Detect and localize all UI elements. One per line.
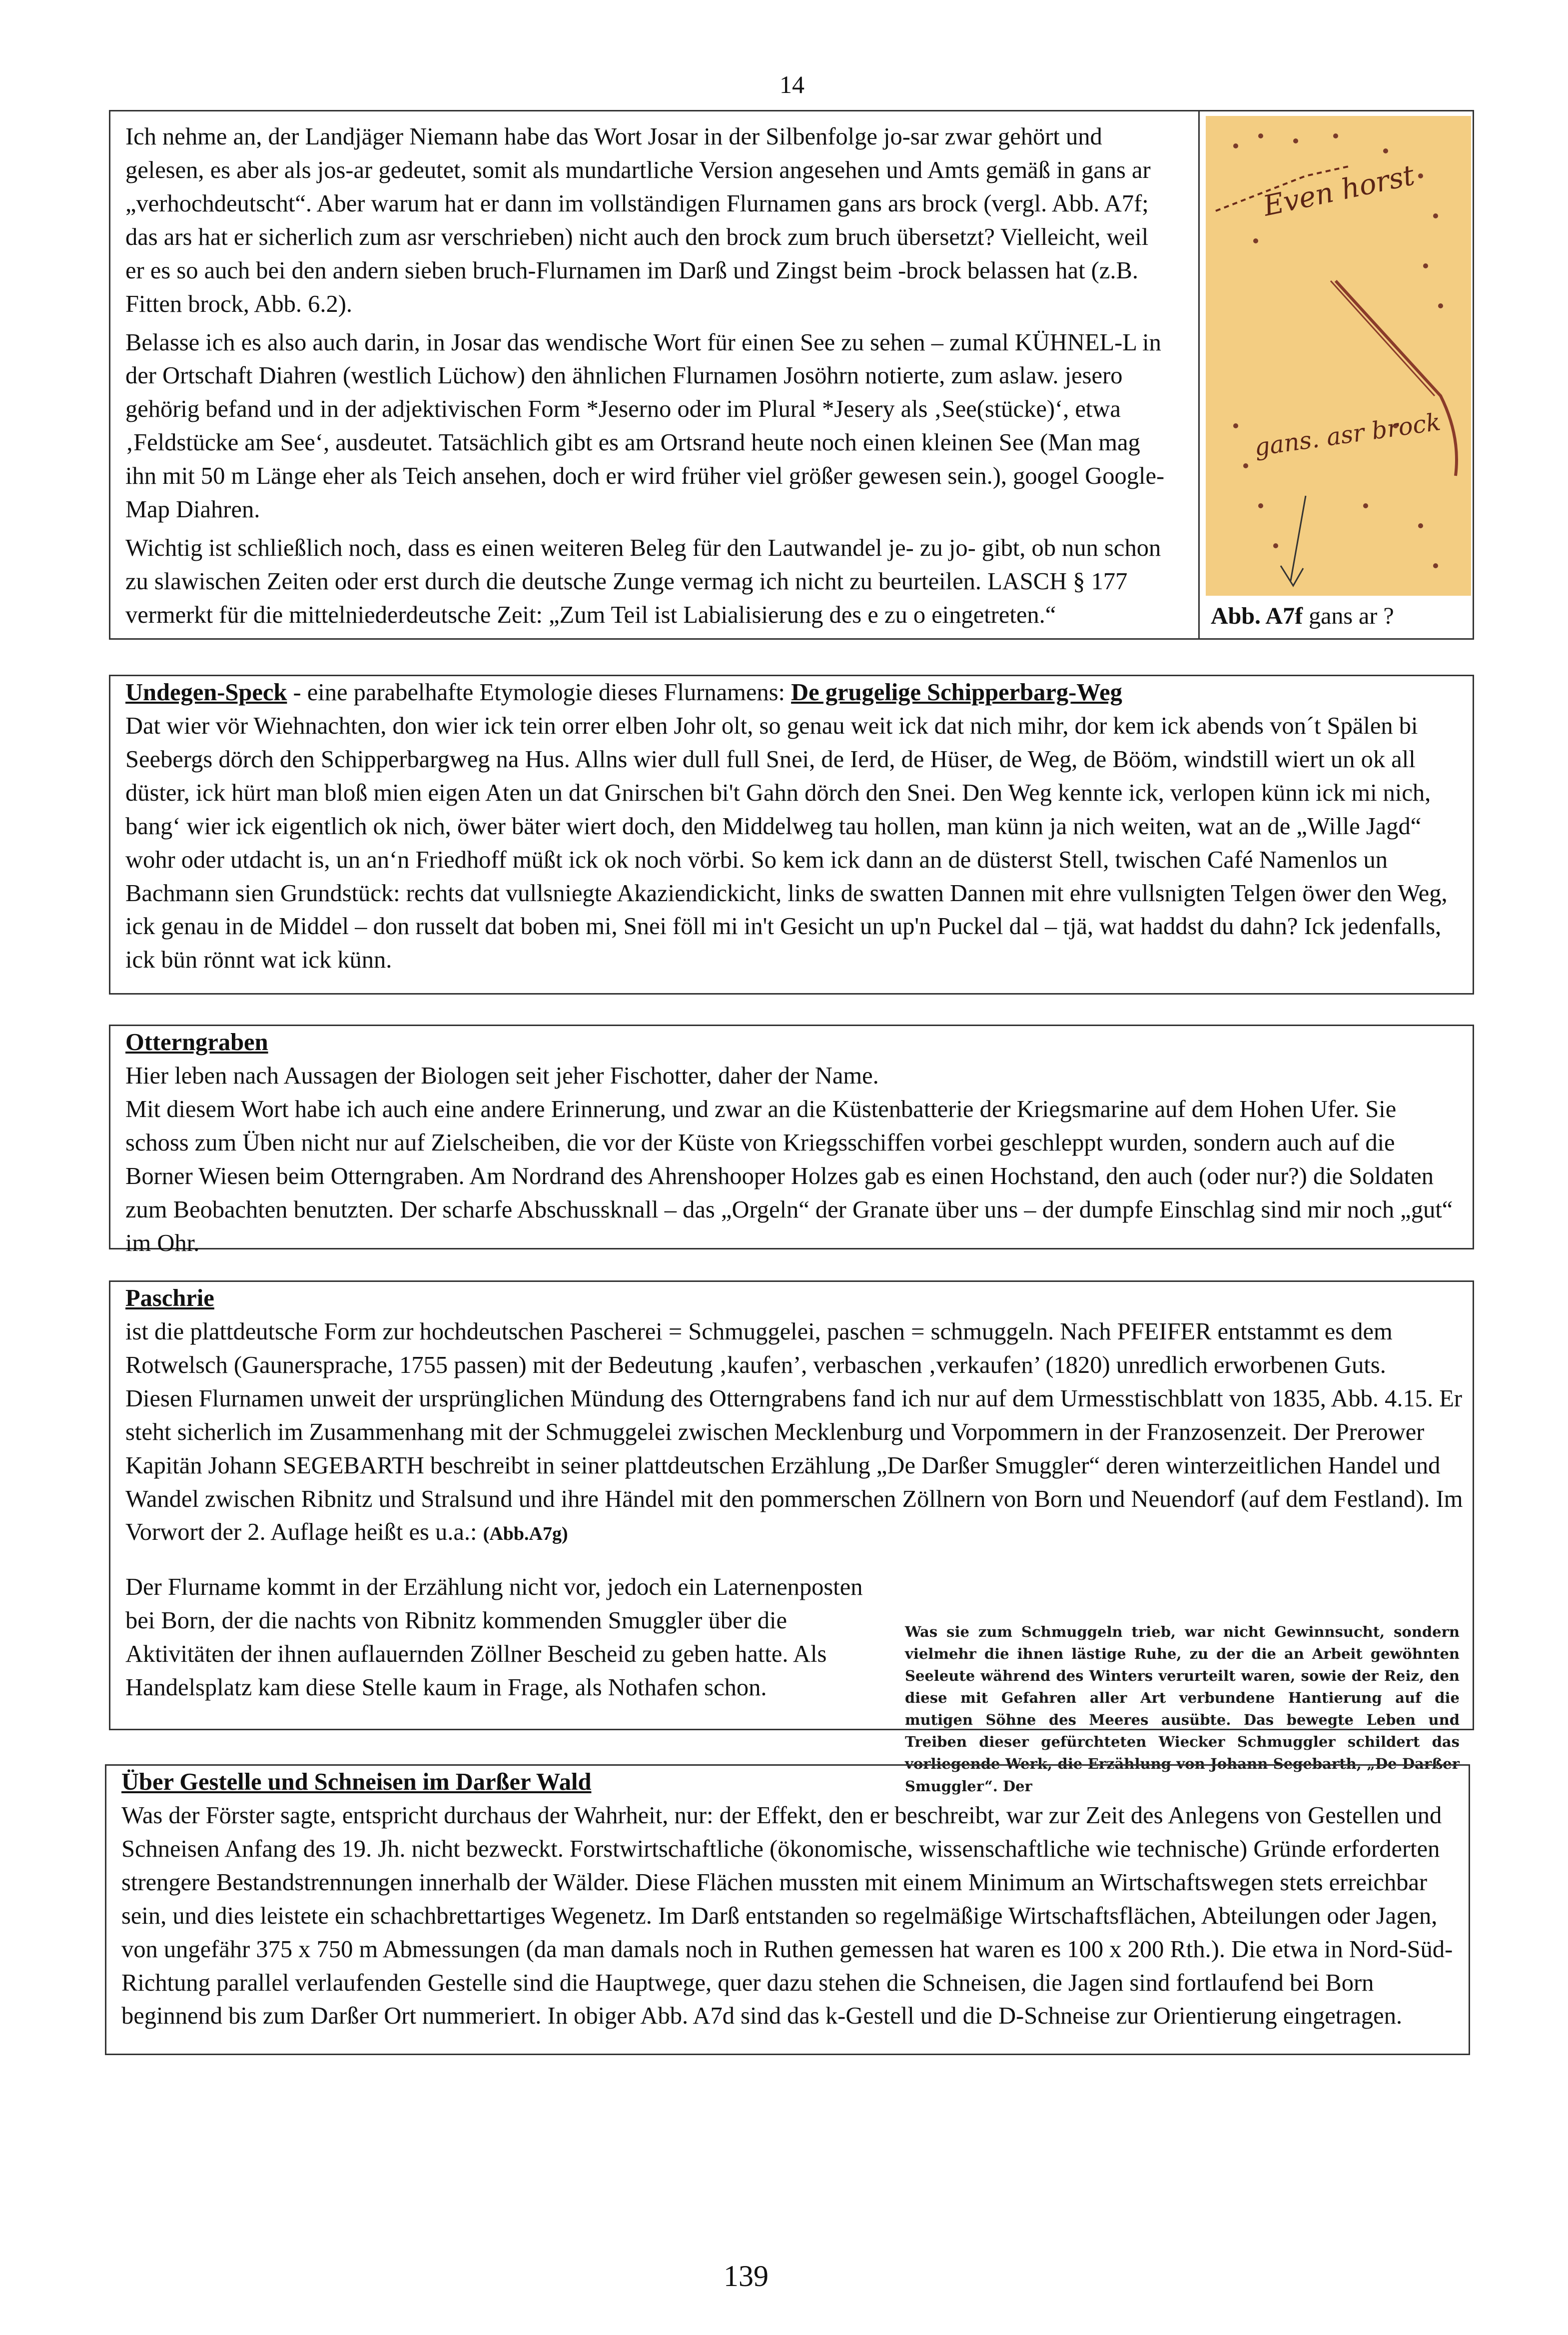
map-arrow xyxy=(1291,496,1306,581)
figure-a7f xyxy=(1198,110,1477,640)
paragraph: Dat wier vör Wiehnachten, don wier ick tein orrer elben Johr olt, so genau weit ick dat nich mihr, dor kem ick abends von´t Spälen bi Seebergs dörch den Schipperbargweg na Hus. Allns wier dull full Snei, de Ierd, de Hüser, de Weg, de Bööm, windstill wiert un ok all düster, ick hürt man bloß mien eigen Aten un dat Gnirschen bi't Gahn dörch den Snei. Den Weg kennte ick, verlopen künn ick mi nich, bang‘ wier ick eigentlich ok nich, öwer bäter wiert doch, den Middelweg tau hollen, man künn ja nich weiten, wat an de „Wille Jagd“ wohr oder utdacht is, un an‘n Friedhoff müßt ick ok noch vörbi. So kem ick dann an de düsterst Stell, twischen Café Namenlos un Bachmann sien Grundstück: rechts dat vullsniegte Akaziendickicht, links de swatten Dannen mit ehre vullsnigten Telgen öwer den Weg, ick genau in de Middel – don russelt dat boben mi, Snei föll mi in't Gesicht un up'n Puckel dal – tjä, wat haddst du dahn? Ick jedenfalls, ick bün rönnt wat ick künn. xyxy=(125,712,1448,974)
section-undegen-speck xyxy=(109,675,1474,995)
figure-ref-a7g: (Abb.A7g) xyxy=(483,1523,568,1545)
section-subheading: De grugelige Schipperbarg-Weg xyxy=(791,679,1122,706)
section-heading-line: Undegen-Speck - eine parabelhafte Etymologie dieses Flurnamens: De grugelige Schipperbarg-Weg xyxy=(125,679,1122,706)
section-heading: Über Gestelle und Schneisen im Darßer Wald xyxy=(121,1769,592,1795)
section-josar-text xyxy=(125,120,1165,637)
section-otterngraben xyxy=(109,1025,1474,1256)
page-number-top: 14 xyxy=(780,70,804,98)
paragraph: Was der Förster sagte, entspricht durchaus der Wahrheit, nur: der Effekt, den er beschreibt, war zur Zeit des Anlegens von Gestellen und Schneisen Anfang des 19. Jh. nicht bezweckt. Forstwirtschaftliche (ökonomische, wissenschaftliche wie technische) Gründe erforderten strengere Bestandstrennungen innerhalb der Wälder. Diese Flächen mussten mit einem Minimum an Wirtschaftswegen stets erreichbar sein, und dies leistete ein schachbrettartiges Wegenetz. Im Darß entstanden so regelmäßige Wirtschaftsflächen, Abteilungen oder Jagen, von ungefähr 375 x 750 m Abmessungen (da man damals noch in Ruthen gemessen hat waren es 100 x 200 Rth.). Die etwa in Nord-Süd-Richtung parallel verlaufenden Gestelle sind die Hauptwege, quer dazu stehen die Schneisen, die Jagen sind fortlaufend bei Born beginnend bis zum Darßer Ort nummeriert. In obiger Abb. A7d sind das k-Gestell und die D-Schneise zur Orientierung eingetragen. xyxy=(121,1802,1453,2030)
figure-caption: Abb. A7f gans ar ? xyxy=(1211,603,1394,629)
section-heading: Otterngraben xyxy=(125,1029,268,1056)
paragraph: Ich nehme an, der Landjäger Niemann habe das Wort Josar in der Silbenfolge jo-sar zwar gehört und gelesen, es aber als jos-ar gedeutet, somit als mundartliche Version angesehen und Amts gemäß in gans ar „verhochdeutscht“. Aber warum hat er dann im vollständigen Flurnamen gans ars brock (vergl. Abb. A7f; das ars hat er sicherlich zum asr verschrieben) nicht auch den brock zum bruch übersetzt? Vielleicht, weil er es so auch bei den andern sieben bruch-Flurnamen im Darß und Zingst beim -brock belassen hat (z.B. Fitten brock, Abb. 6.2). xyxy=(125,123,1151,317)
map-image xyxy=(1206,116,1471,596)
paragraph: ist die plattdeutsche Form zur hochdeutschen Pascherei = Schmuggelei, paschen = schmuggeln. Nach PFEIFER entstammt es dem Rotwelsch (Gaunersprache, 1755 passen) mit der Bedeutung ‚kaufen’, verbaschen ‚verkaufen’ (1820) unredlich erworbenen Guts. xyxy=(125,1318,1393,1378)
section-gestelle-schneisen xyxy=(105,1764,1470,2055)
map-drawing xyxy=(1206,116,1471,596)
section-heading: Undegen-Speck xyxy=(125,679,287,706)
fraktur-quote-a7g: Was sie zum Schmuggeln trieb, war nicht Gewinnsucht, sondern vielmehr die ihnen lästige Ruhe, zu der die an Arbeit gewöhnten Seeleute während des Winters verurteilt waren, sowie der Reiz, den diese mit Gefahren aller Art verbundene Hantierung auf die mutigen Söhne des Meeres ausübte. Das bewegte Leben und Treiben dieser gefürchteten Wiecker Schmuggler schildert das vorliegende Werk, die Erzählung von Johann Segebarth, „De Darßer Smuggler“. Der xyxy=(905,1623,1460,1795)
section-heading: Paschrie xyxy=(125,1285,214,1311)
paragraph: Der Flurname kommt in der Erzählung nicht vor, jedoch ein Laternenposten bei Born, der die nachts von Ribnitz kommenden Smuggler über die Aktivitäten der ihnen auflauernden Zöllner Bescheid zu geben hatte. Als Handelsplatz kam diese Stelle kaum in Frage, als Nothafen schon. xyxy=(125,1574,863,1701)
paragraph: Wichtig ist schließlich noch, dass es einen weiteren Beleg für den Lautwandel je- zu jo- gibt, ob nun schon zu slawischen Zeiten oder erst durch die deutsche Zunge vermag ich nicht zu beurteilen. LASCH § 177 vermerkt für die mittelniederdeutsche Zeit: „Zum Teil ist Labialisierung des e zu o eingetreten.“ xyxy=(125,535,1161,628)
paragraph: Hier leben nach Aussagen der Biologen seit jeher Fischotter, daher der Name. xyxy=(125,1062,879,1089)
section-josar xyxy=(109,110,1474,640)
map-label-gans-asr-brock: gans. asr brock xyxy=(1252,408,1443,462)
page-number-bottom: 139 xyxy=(724,2260,769,2293)
paragraph: Belasse ich es also auch darin, in Josar das wendische Wort für einen See zu sehen – zumal KÜHNEL-L in der Ortschaft Diahren (westlich Lüchow) den ähnlichen Flurnamen Josöhrn notierte, zum aslaw. jesero gehörig befand und in der adjektivischen Form *Jeserno oder im Plural *Jesery als ‚See(stücke)‘, etwa ‚Feldstücke am See‘, ausdeutet. Tatsächlich gibt es am Ortsrand heute noch einen kleinen See (Man mag ihn mit 50 m Länge eher als Teich ansehen, doch er wird früher viel größer gewesen sein.), googel Google-Map Diahren. xyxy=(125,329,1165,523)
map-label-horst: Even horst xyxy=(1260,159,1418,223)
map-road-edge xyxy=(1331,281,1435,396)
paragraph: Mit diesem Wort habe ich auch eine andere Erinnerung, und zwar an die Küstenbatterie der Kriegsmarine auf dem Hohen Ufer. Sie schoss zum Üben nicht nur auf Zielscheiben, die vor der Küste von Kriegsschiffen vorbei geschleppt wurden, sondern auch auf die Borner Wiesen beim Otterngraben. Am Nordrand des Ahrenshooper Holzes gab es einen Hochstand, den auch (oder nur?) die Soldaten zum Beobachten benutzten. Der scharfe Abschussknall – das „Orgeln“ der Granate über uns – der dumpfe Einschlag sind mir noch „gut“ im Ohr. xyxy=(125,1096,1453,1256)
paragraph: Diesen Flurnamen unweit der ursprünglichen Mündung des Otterngrabens fand ich nur auf dem Urmesstischblatt von 1835, Abb. 4.15. Er steht sicherlich im Zusammenhang mit der Schmuggelei zwischen Mecklenburg und Vorpommern in der Franzosenzeit. Der Prerower Kapitän Johann SEGEBARTH beschreibt in seiner plattdeutschen Erzählung „De Darßer Smuggler“ deren winterzeitlichen Handel und Wandel zwischen Ribnitz und Stralsund und ihre Händel mit den pommerschen Zöllnern von Born und Neuendorf (auf dem Festland). Im Vorwort der 2. Auflage heißt es u.a.: (Abb.A7g) xyxy=(125,1385,1463,1546)
